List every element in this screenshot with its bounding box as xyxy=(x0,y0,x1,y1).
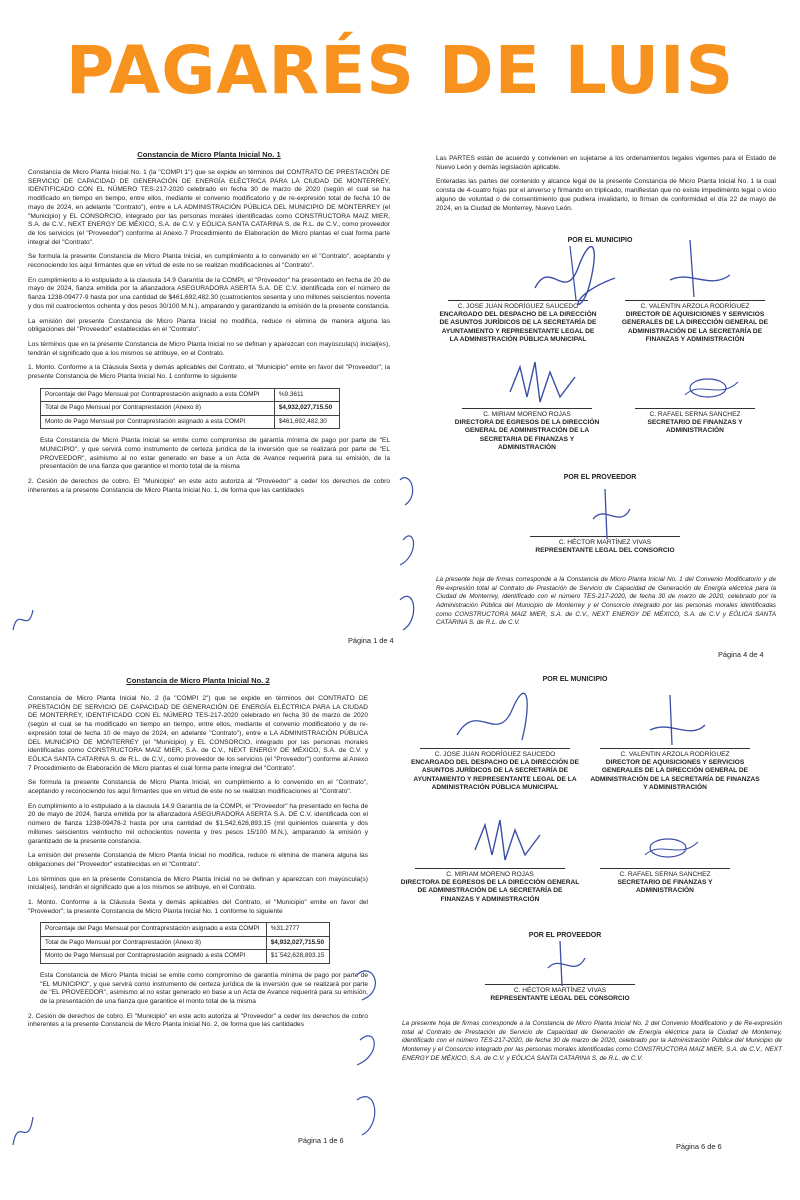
signature-block xyxy=(410,748,580,792)
signatory-name: C. HÉCTOR MARTÍNEZ VIVAS xyxy=(513,987,607,994)
table-cell: Porcentaje del Pago Mensual por Contraprestación asignado a esta COMPI xyxy=(41,388,275,401)
doc1-amount-table xyxy=(40,388,340,429)
signatory-role: ENCARGADO DEL DESPACHO DE LA DIRECCIÓN DE ASUNTOS JURÍDICOS DE LA SECRETARÍA DE AYUNTAMIENTO Y REPRESENTANTE LEGAL DE LA ADMINISTRACIÓN PÚBLICA MUNICIPAL xyxy=(410,759,580,791)
banner-title: PAGARÉS DE LUIS xyxy=(65,32,735,109)
table-row xyxy=(41,950,330,963)
doc1-title: Constancia de Micro Planta Inicial No. 1 xyxy=(137,150,281,159)
handwritten-signature xyxy=(505,352,585,412)
handwritten-signature xyxy=(680,370,740,405)
doc2-title: Constancia de Micro Planta Inicial No. 2 xyxy=(126,676,270,685)
signatory-name: C. RAFAEL SERNA SANCHEZ xyxy=(649,411,741,418)
doc1-paragraph: Las PARTES están de acuerdo y convienen en sujetarse a los ordenamientos legales vigentes para el Estado de Nuevo León y demás legislación aplicable. xyxy=(436,155,776,171)
signature-block xyxy=(590,748,760,792)
table-row xyxy=(41,923,330,936)
table-cell: $461,692,482.30 xyxy=(274,415,339,428)
signatory-name: C. MIRIAM MORENO ROJAS xyxy=(483,411,571,418)
signatory-name: C. RAFAEL SERNA SANCHEZ xyxy=(619,871,711,878)
doc1-paragraph: Esta Constancia de Micro Planta Inicial se emite como compromiso de garantía mínima de pago por parte de "EL MUNICIPIO", y que servirá como instrumento de certeza jurídica de la inversión que se realizará por parte de "EL PROVEEDOR", asimismo al no estar generado en base a un Acta de Avance requerirá para su emisión, de la presentación de una fianza que garantice el monto total de la misma xyxy=(40,437,390,471)
doc1-page4 xyxy=(436,155,776,219)
handwritten-signature xyxy=(452,690,542,750)
handwritten-signature xyxy=(640,690,710,750)
doc2-paragraph: Constancia de Micro Planta Inicial No. 2 (la "COMPI 2") que se expide en términos del CONTRATO DE PRESTACIÓN DE SERVICIO DE CAPACIDAD DE GENERACIÓN DE ENERGÍA ELÉCTRICA PARA LA CIUDAD DE MONTERREY, IDENTIFICADO CON EL NÚMERO TES-217-2020 celebrado en fecha 30 de marzo de 2020 (según el cual se ha modificado en tiempo en tiempo, entre ellos, mediante el convenio modificatorio y de re-expresión total de fecha 10 de mayo de 2024, en adelante "Contrato"), entre e LA ADMINISTRACIÓN PÚBLICA DEL MUNICIPIO DE MONTERREY (el "Municipio) y EL CONSORCIO, integrado por las personas morales identificadas como CONSTRUCTORA MAIZ MIER, S.A. de C.V., NEXT ENERGY DE MÉXICO, S.A. de C.V. y EÓLICA SANTA CATARINA S. de R.L. de C.V., como proveedor de los servicios (el "Proveedor") conforme al Anexo 7 Procedimiento de Elaboración de Micro plantas el cual forma parte integral del "Contrato". xyxy=(28,695,368,772)
signatory-role: REPRESENTANTE LEGAL DEL CONSORCIO xyxy=(490,995,630,1003)
doc2-page1 xyxy=(28,676,368,1036)
handwritten-signature xyxy=(540,936,590,991)
table-row xyxy=(41,936,330,949)
signatory-name: C. VALENTIN ARZOLA RODRÍGUEZ xyxy=(620,751,730,758)
table-row xyxy=(41,402,340,415)
signatory-role: SECRETARIO DE FINANZAS Y ADMINISTRACIÓN xyxy=(617,879,713,895)
doc1-paragraph: Enteradas las partes del contenido y alcance legal de la presente Constancia de Micro Planta Inicial No. 1 la cual consta de 4-cuatro fojas por el anverso y firmando en triplicado, manifiestan que no existe impedimento legal o vicio alguno de voluntad o de consentimiento que pudiera invalidarlo, lo firman de conformidad el día 22 de mayo de 2024, en la Ciudad de Monterrey, Nuevo León. xyxy=(436,178,776,212)
doc2-paragraph: La emisión del presente Constancia de Micro Planta Inicial no modifica, reduce ni elimina de manera alguna las obligaciones del "Proveedor" establecidas en el "Contrato". xyxy=(28,852,368,868)
doc1-paragraph: Los términos que en la presente Constancia de Micro Planta Inicial no se definan y aparezcan con mayúscula(s) inicial(es), tendrán el significado que a los mismos se atribuye, en el Contrato. xyxy=(28,340,390,357)
margin-initials xyxy=(352,960,392,1150)
doc1-paragraph: En cumplimiento a lo estipulado a la clausula 14.9 Garantía de la COMPI, el "Proveedor" ha presentado en fecha de 20 de mayo de 2024, fianza emitida por la afianzadora ASEGURADORA ASERTA S.A. DE C.V. identificada con el número de fianza 1238-09477-9 hasta por una cantidad de $461,692,482.30 (cuatrocientos sesenta y uno millones seiscientos noventa y dos mil cuatrocientos ochenta y dos pesos 30/100 M.N.), amparando y garantizando la emisión de la presente constancia. xyxy=(28,276,390,310)
doc1-page1 xyxy=(28,150,390,501)
signature-block xyxy=(590,868,740,896)
signatory-role: DIRECTOR DE AQUISICIONES Y SERVICIOS GENERALES DE LA DIRECCIÓN GENERAL DE ADMINISTRACIÓN DE LA SECRETARÍA DE FINANZAS Y ADMINISTRACIÓN xyxy=(621,311,769,343)
doc1-item: 1. Monto. Conforme a la Cláusula Sexta y demás aplicables del Contrato, el "Municipio" emite en favor del "Proveedor"; la presente Constancia de Micro Planta Inicial No. 1 conforme lo siguiente xyxy=(28,364,390,381)
signature-page-note: La presente hoja de firmas corresponde a la Constancia de Micro Planta Inicial No. 1 del Convenio Modificatorio y de Re-expresión total al Contrato de Prestación de Servicio de Capacidad de Generación de Energía eléctrica para la Ciudad de Monterrey, identificado con el número TES-217-2020, de fecha 30 de marzo de 2020, celebrado por la Administración Pública del Municipio de Monterrey y el Consorcio integrado por las personas morales identificadas como CONSTRUCTORA MAIZ MIER, S.A. de C.V., NEXT ENERGY DE MÉXICO, S.A. de C.V y EÓLICA SANTA CATARINA S. de R.L. de C.V. xyxy=(436,576,776,627)
signatory-name: C. JOSE JUAN RODRÍGUEZ SAUCEDO xyxy=(434,751,556,758)
table-cell: Monto de Pago Mensual por Contraprestación asignado a esta COMPI xyxy=(41,950,267,963)
margin-initials xyxy=(395,470,425,650)
signatory-name: C. MIRIAM MORENO ROJAS xyxy=(446,871,534,878)
signatory-name: C. JOSE JUAN RODRÍGUEZ SAUCEDO xyxy=(457,303,579,310)
signatory-role: DIRECTOR DE AQUISICIONES Y SERVICIOS GENERALES DE LA DIRECCIÓN GENERAL DE ADMINISTRACIÓN DE LA SECRETARÍA DE FINANZAS Y ADMINISTRACIÓN xyxy=(590,759,760,791)
handwritten-signature xyxy=(640,830,700,865)
signatory-role: DIRECTORA DE EGRESOS DE LA DIRECCIÓN GENERAL DE ADMINISTRACIÓN DE LA SECRETARIA DE FINANZAS Y ADMINISTRACIÓN xyxy=(454,419,600,451)
signature-section-header: POR EL MUNICIPIO xyxy=(567,237,633,244)
doc2-paragraph: Esta Constancia de Micro Planta Inicial se emite como compromiso de garantía mínima de pago por parte de "EL MUNICIPIO", y que servirá como instrumento de certeza jurídica de la inversión que se realizará por parte de "EL PROVEEDOR", asimismo al no estar generado en base a un Acta de Avance requerirá para su emisión, de la presentación de una fianza que garantice el monto total de la misma xyxy=(40,971,368,1005)
handwritten-signature xyxy=(470,810,550,870)
table-cell: Monto de Pago Mensual por Contraprestación asignado a esta COMPI xyxy=(41,415,275,428)
doc2-item: 1. Monto. Conforme a la Cláusula Sexta y demás aplicables del Contrato, el "Municipio" emite en favor del "Proveedor"; la presente Constancia de Micro Planta Inicial No. 1 conforme lo siguiente xyxy=(28,899,368,915)
signatory-name: C. HÉCTOR MARTÍNEZ VIVAS xyxy=(558,539,652,546)
doc1-paragraph: La emisión del presente Constancia de Micro Planta Inicial no modifica, reduce ni elimina de manera alguna las obligaciones del "Proveedor" establecidas en el "Contrato". xyxy=(28,317,390,334)
signatory-role: DIRECTORA DE EGRESOS DE LA DIRECCIÓN GENERAL DE ADMINISTRACIÓN DE LA SECRETARÍA DE FINANZAS Y ADMINISTRACIÓN xyxy=(400,879,580,903)
doc1-paragraph: Constancia de Micro Planta Inicial No. 1 (la "COMPI 1") que se expide en términos del CONTRATO DE PRESTACIÓN DE SERVICIO DE CAPACIDAD DE GENERACIÓN DE ENERGÍA ELÉCTRICA PARA LA CIUDAD DE MONTERREY, IDENTIFICADO CON EL NÚMERO TES-217-2020 celebrado en fecha 30 de marzo de 2020 (según el cual se ha modificado en tiempo en tiempo, entre ellos, mediante el convenio modificatorio y de re-expresión total de fecha 10 de mayo de 2024, en adelante "Contrato"), entre e LA ADMINISTRACIÓN PÚBLICA DEL MUNICIPIO DE MONTERREY (el "Municipio) y EL CONSORCIO, integrado por las personas morales identificadas como CONSTRUCTORA MAIZ MIER, S.A. de C.V., NEXT ENERGY DE MÉXICO, S.A. de C.V. y EÓLICA SANTA CATARINA S. de R.L. de C.V., como proveedor de los servicios (el "Proveedor") conforme al Anexo 7 Procedimiento de Elaboración de Micro plantas el cual forma parte integral del "Contrato". xyxy=(28,169,390,246)
handwritten-signature xyxy=(585,484,635,544)
table-row xyxy=(41,415,340,428)
table-row xyxy=(41,388,340,401)
margin-initials xyxy=(8,1105,38,1155)
signature-page-note: La presente hoja de firmas corresponde a la Constancia de Micro Planta Inicial No. 2 del Convenio Modificatorio y de Re-expresión total al Contrato de Prestación de Servicio de Capacidad de Generación de Energía eléctrica para la Ciudad de Monterrey, identificado con el número TES-217-2020, de fecha 30 de marzo de 2020, celebrado por la Administración Pública del Municipio de Monterrey y el Consorcio integrado por las personas morales identificadas como CONSTRUCTORA MAIZ MIER, S.A. de C.V., NEXT ENERGY DE MÉXICO, S.A. de C.V. y EÓLICA SANTA CATARINA S. de R.L. de C.V. xyxy=(402,1020,782,1062)
table-cell: $1´542,628,893.15 xyxy=(266,950,329,963)
signatory-role: ENCARGADO DEL DESPACHO DE LA DIRECCIÓN DE ASUNTOS JURÍDICOS DE LA SECRETARÍA DE AYUNTAMIENTO Y REPRESENTANTE LEGAL DE LA ADMINISTRACIÓN PÚBLICA MUNICIPAL xyxy=(439,311,597,343)
table-cell: Porcentaje del Pago Mensual por Contraprestación asignado a esta COMPI xyxy=(41,923,267,936)
doc1-page-number: Página 4 de 4 xyxy=(718,650,764,659)
doc2-paragraph: Los términos que en la presente Constancia de Micro Planta Inicial no se definan y aparezcan con mayúscula(s) inicial(es), tendrán el significado que a los mismos se atribuye, en el Contrato. xyxy=(28,875,368,892)
signature-section-header: POR EL PROVEEDOR xyxy=(528,932,602,939)
signature-block xyxy=(630,408,760,436)
handwritten-signature xyxy=(660,235,740,305)
doc2-item: 2. Cesión de derechos de cobro. El "Municipio" en este acto autoriza al "Proveedor" a ceder los derechos de cobro inherentes a la presente Constancia de Micro Planta Inicial No. 2, de forma que las cantidades xyxy=(28,1012,368,1029)
doc2-paragraph: En cumplimiento a lo estipulado a la clausula 14.9 Garantía de la COMPI, el "Proveedor" ha presentado en fecha de 20 de mayo de 2024, fianza emitida por la afianzadora ASEGURADORA ASERTA S.A. DE C.V. identificada con el número de fianza 1238-09478-2 hasta por una cantidad de $1,542,628,893.15 (mil quinientos cuarenta y dos millones seiscientos veintiocho mil ochocientos noventa y tres pesos 15/100 M.N.), amparando la emisión y garantizado de la presente constancia. xyxy=(28,802,368,845)
doc2-page-number: Página 1 de 6 xyxy=(298,1136,344,1145)
table-cell: Total de Pago Mensual por Contraprestación (Anexo 8) xyxy=(41,936,267,949)
signatory-name: C. VALENTIN ARZOLA RODRÍGUEZ xyxy=(640,303,750,310)
table-cell: $4,932,027,715.50 xyxy=(266,936,329,949)
table-cell: Total de Pago Mensual por Contraprestación (Anexo 8) xyxy=(41,402,275,415)
table-cell: $4,932,027,715.50 xyxy=(274,402,339,415)
signature-block xyxy=(452,408,602,452)
margin-initials xyxy=(8,600,38,640)
table-cell: %31.2777 xyxy=(266,923,329,936)
doc2-paragraph: Se formula la presente Constancia de Micro Planta Inicial, en cumplimiento a lo convenido en el "Contrato", aceptando y reconociendo los aquí firmantes que en virtud de este no se realizan modificaciones al "Contrato". xyxy=(28,779,368,796)
signature-section-header: POR EL MUNICIPIO xyxy=(542,676,608,683)
doc1-item: 2. Cesión de derechos de cobro. El "Municipio" en este acto autoriza al "Proveedor" a ceder los derechos de cobro inherentes a la presente Constancia de Micro Planta Inicial No. 1, de forma que las cantidades xyxy=(28,477,390,494)
signatory-role: SECRETARIO DE FINANZAS Y ADMINISTRACIÓN xyxy=(647,419,743,435)
table-cell: %9.3611 xyxy=(274,388,339,401)
doc2-page-number: Página 6 de 6 xyxy=(676,1142,722,1151)
handwritten-signature xyxy=(530,238,620,308)
signature-section-header: POR EL PROVEEDOR xyxy=(563,474,637,481)
doc1-paragraph: Se formula la presente Constancia de Micro Planta Inicial, en cumplimiento a lo convenido en el "Contrato", aceptando y reconociendo los aquí firmantes que en virtud de este no se realizan modificaciones al "Contrato". xyxy=(28,253,390,270)
signature-block xyxy=(615,300,775,344)
signatory-role: REPRESENTANTE LEGAL DEL CONSORCIO xyxy=(535,547,675,555)
doc1-page-number: Página 1 de 4 xyxy=(348,636,394,645)
doc2-amount-table xyxy=(40,922,330,963)
signature-block xyxy=(400,868,580,904)
banner xyxy=(0,0,800,140)
